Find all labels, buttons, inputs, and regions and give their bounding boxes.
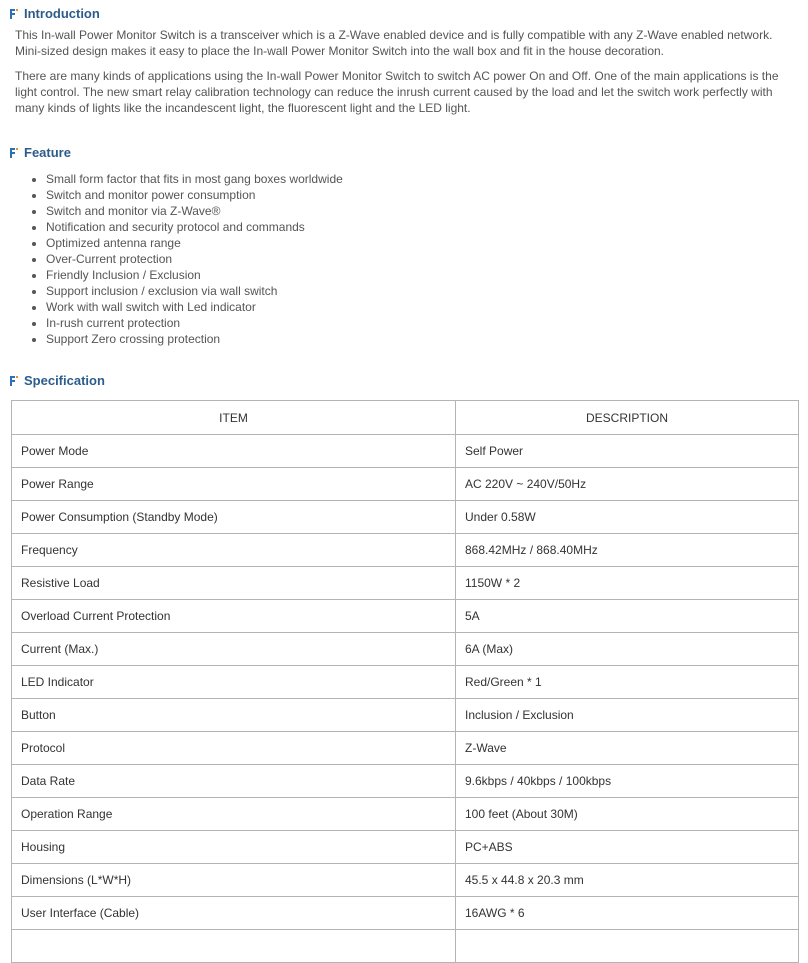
- list-item: • Support inclusion / exclusion via wall switch: [46, 283, 343, 299]
- spec-item-cell: Power Consumption (Standby Mode): [12, 501, 456, 534]
- specification-title: Specification: [24, 373, 105, 388]
- bullet-marker-icon: [10, 376, 19, 386]
- spec-description-cell: PC+ABS: [456, 831, 799, 864]
- table-row: [12, 435, 799, 468]
- specification-heading: [10, 373, 105, 388]
- table-row: [12, 534, 799, 567]
- column-header-description: DESCRIPTION: [456, 401, 799, 435]
- spec-item-cell: Current (Max.): [12, 633, 456, 666]
- list-item: • Switch and monitor power consumption: [46, 187, 343, 203]
- table-row: [12, 864, 799, 897]
- spec-description-cell: 16AWG * 6: [456, 897, 799, 930]
- spec-description-cell: 5A: [456, 600, 799, 633]
- list-item: • Over-Current protection: [46, 251, 343, 267]
- list-item: • Work with wall switch with Led indicator: [46, 299, 343, 315]
- spec-description-cell: 6A (Max): [456, 633, 799, 666]
- list-item: • Small form factor that fits in most gang boxes worldwide: [46, 171, 343, 187]
- table-row: [12, 666, 799, 699]
- spec-item-cell: Operation Range: [12, 798, 456, 831]
- spec-description-cell: 1150W * 2: [456, 567, 799, 600]
- list-item: • In-rush current protection: [46, 315, 343, 331]
- table-header-row: [12, 401, 799, 435]
- table-row: [12, 633, 799, 666]
- bullet-marker-icon: [10, 9, 19, 19]
- spec-item-cell: Data Rate: [12, 765, 456, 798]
- spec-item-cell: Power Mode: [12, 435, 456, 468]
- table-row: [12, 600, 799, 633]
- spec-item-cell: Button: [12, 699, 456, 732]
- spec-item-cell: Protocol: [12, 732, 456, 765]
- list-item: • Optimized antenna range: [46, 235, 343, 251]
- spec-description-cell: Under 0.58W: [456, 501, 799, 534]
- spec-item-cell: User Interface (Cable): [12, 897, 456, 930]
- spec-item-cell: Dimensions (L*W*H): [12, 864, 456, 897]
- table-row: [12, 798, 799, 831]
- introduction-paragraph-1: This In-wall Power Monitor Switch is a transceiver which is a Z-Wave enabled device and is fully compatible with any Z-Wave enabled network. Mini-sized design makes it easy to place the In-wall Power Monitor Switch into the wall box and fit in the house decoration.: [15, 28, 773, 58]
- spec-description-cell: Inclusion / Exclusion: [456, 699, 799, 732]
- column-header-item: ITEM: [12, 401, 456, 435]
- spec-item-cell: [12, 930, 456, 963]
- introduction-paragraph-2: There are many kinds of applications using the In-wall Power Monitor Switch to switch AC power On and Off. One of the main applications is the light control. The new smart relay calibration technology can reduce the inrush current caused by the load and let the switch work perfectly with many kinds of lights like the incandescent light, the fluorescent light and the LED light.: [15, 69, 779, 115]
- spec-description-cell: 45.5 x 44.8 x 20.3 mm: [456, 864, 799, 897]
- table-row: [12, 930, 799, 963]
- bullet-marker-icon: [10, 148, 19, 158]
- spec-item-cell: Overload Current Protection: [12, 600, 456, 633]
- feature-heading: [10, 145, 71, 160]
- spec-description-cell: 9.6kbps / 40kbps / 100kbps: [456, 765, 799, 798]
- table-row: [12, 765, 799, 798]
- list-item: • Notification and security protocol and commands: [46, 219, 343, 235]
- spec-description-cell: Self Power: [456, 435, 799, 468]
- introduction-heading: [10, 6, 100, 21]
- feature-list: [15, 171, 343, 347]
- table-row: [12, 699, 799, 732]
- spec-description-cell: 868.42MHz / 868.40MHz: [456, 534, 799, 567]
- spec-item-cell: Resistive Load: [12, 567, 456, 600]
- table-row: [12, 831, 799, 864]
- spec-description-cell: AC 220V ~ 240V/50Hz: [456, 468, 799, 501]
- spec-item-cell: Frequency: [12, 534, 456, 567]
- spec-description-cell: Red/Green * 1: [456, 666, 799, 699]
- spec-item-cell: LED Indicator: [12, 666, 456, 699]
- spec-description-cell: [456, 930, 799, 963]
- table-row: [12, 732, 799, 765]
- table-row: [12, 501, 799, 534]
- table-row: [12, 468, 799, 501]
- list-item: • Friendly Inclusion / Exclusion: [46, 267, 343, 283]
- list-item: • Switch and monitor via Z-Wave®: [46, 203, 343, 219]
- spec-item-cell: Power Range: [12, 468, 456, 501]
- table-row: [12, 897, 799, 930]
- feature-title: Feature: [24, 145, 71, 160]
- list-item: • Support Zero crossing protection: [46, 331, 343, 347]
- spec-description-cell: Z-Wave: [456, 732, 799, 765]
- spec-item-cell: Housing: [12, 831, 456, 864]
- spec-description-cell: 100 feet (About 30M): [456, 798, 799, 831]
- table-row: [12, 567, 799, 600]
- introduction-title: Introduction: [24, 6, 100, 21]
- specification-table: [11, 400, 799, 963]
